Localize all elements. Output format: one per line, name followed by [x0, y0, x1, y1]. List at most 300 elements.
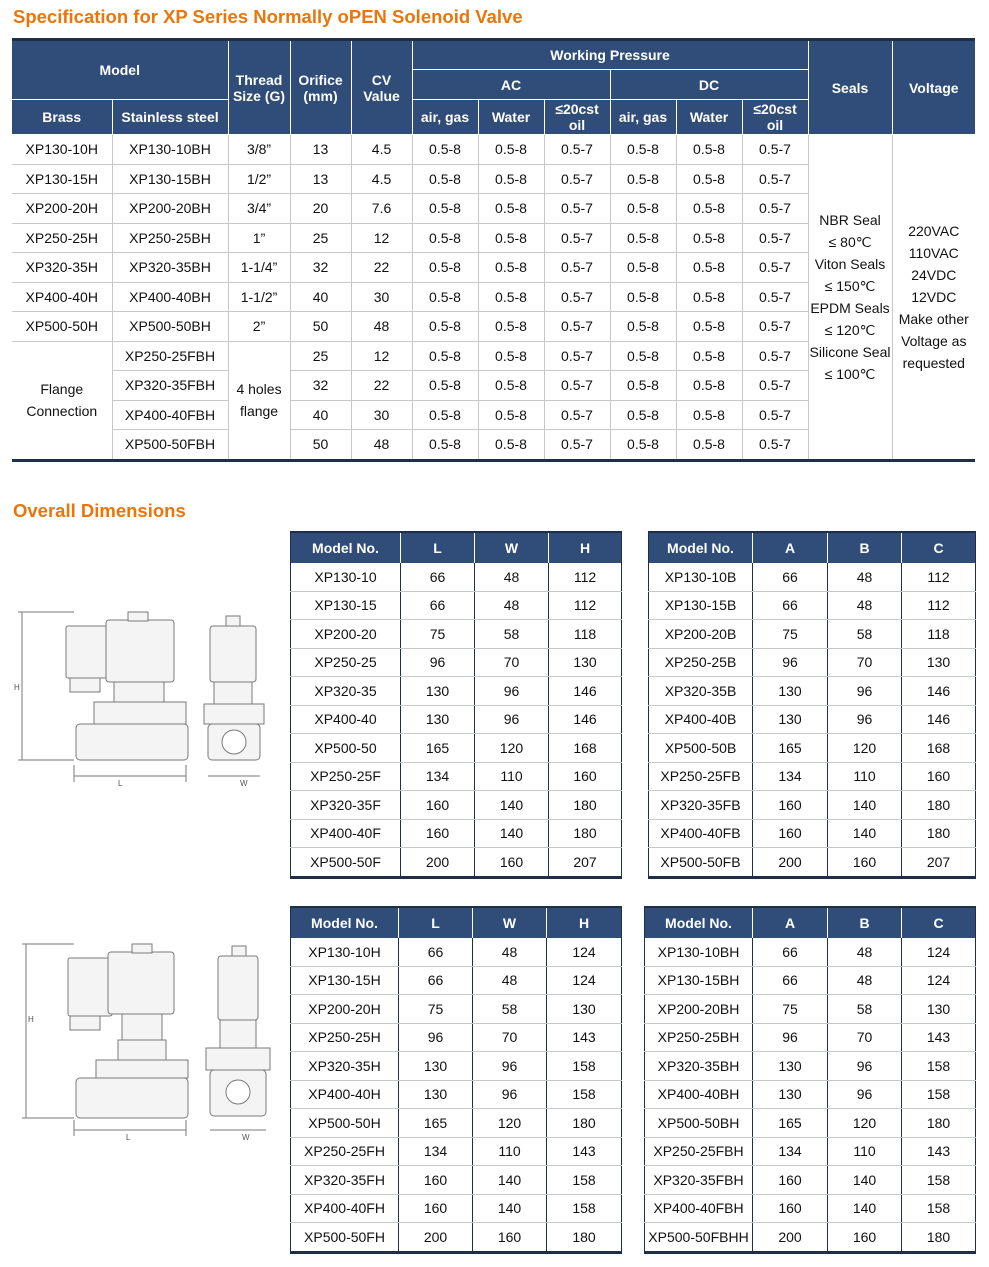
dim-row [291, 1137, 622, 1166]
dim-cell: 160 [473, 1223, 547, 1253]
dim-cell: 96 [753, 648, 828, 677]
dim-cell: XP250-25H [291, 1023, 399, 1052]
voltage-line: 110VAC [908, 244, 959, 261]
cell-cv: 12 [351, 341, 412, 371]
cell-ac-water: 0.5-8 [478, 135, 544, 165]
dim-cell: XP400-40FBH [645, 1194, 753, 1223]
cell-ac-water: 0.5-8 [478, 430, 544, 461]
label-w-2: W [242, 1133, 250, 1140]
cell-dc-oil: 0.5-7 [742, 400, 808, 430]
dim-cell: 158 [902, 1194, 976, 1223]
dim-cell: 160 [753, 1166, 828, 1195]
dim-cell: 48 [473, 938, 547, 966]
dim-cell: XP320-35FBH [645, 1166, 753, 1195]
cell-dc-air: 0.5-8 [610, 430, 676, 461]
cell-orifice: 40 [290, 400, 351, 430]
dim-row [291, 705, 622, 734]
cell-dc-air: 0.5-8 [610, 253, 676, 283]
dim-cell: 75 [399, 995, 473, 1024]
flange-thread-cell [228, 341, 290, 460]
cell-dc-oil: 0.5-7 [742, 312, 808, 342]
dim-cell: XP500-50FBHH [645, 1223, 753, 1253]
cell-dc-oil: 0.5-7 [742, 164, 808, 194]
cell-ac-air: 0.5-8 [412, 430, 478, 461]
flange-label: Flange [40, 381, 84, 397]
cell-dc-oil: 0.5-7 [742, 430, 808, 461]
dim-cell: XP500-50B [649, 734, 753, 763]
dim-cell: 118 [902, 620, 976, 649]
valve-side-coil-1 [210, 626, 256, 682]
cell-brass: XP130-10H [12, 135, 112, 165]
dim-row [649, 620, 976, 649]
dim-cell: 130 [549, 648, 622, 677]
cell-ac-water: 0.5-8 [478, 400, 544, 430]
dim-cell: 146 [549, 705, 622, 734]
cell-thread: 1/2” [228, 164, 290, 194]
spec-title: Specification for XP Series Normally oPEN Solenoid Valve [13, 6, 523, 27]
dim-cell: XP250-25FBH [645, 1137, 753, 1166]
dim-cell: XP130-10 [291, 563, 401, 591]
dim-row [645, 1223, 976, 1253]
dim-cell: XP250-25 [291, 648, 401, 677]
dim-cell: 96 [399, 1023, 473, 1052]
dim-row [291, 734, 622, 763]
dim-cell: XP130-15H [291, 966, 399, 995]
dim-cell: 158 [547, 1194, 622, 1223]
dim-cell: 124 [902, 966, 976, 995]
dim-cell: XP400-40B [649, 705, 753, 734]
dim-row [291, 1166, 622, 1195]
dim-cell: 130 [753, 1080, 828, 1109]
dim-cell: 70 [475, 648, 549, 677]
voltage-line: 220VAC [908, 222, 960, 239]
cell-cv: 30 [351, 400, 412, 430]
dim-cell: 140 [828, 1194, 902, 1223]
cell-ac-oil: 0.5-7 [544, 341, 610, 371]
header-dc: DC [610, 70, 808, 100]
dim-cell: XP250-25FB [649, 762, 753, 791]
dim-row [645, 938, 976, 966]
valve-body-2 [96, 1060, 188, 1078]
cell-ac-oil: 0.5-7 [544, 223, 610, 253]
cell-thread: 3/8” [228, 135, 290, 165]
cell-cv: 7.6 [351, 194, 412, 224]
dim-cell: 200 [753, 848, 828, 878]
seal-line: Silicone Seal [809, 343, 891, 360]
dim-cell: XP130-15B [649, 591, 753, 620]
dim-cell: 130 [401, 677, 475, 706]
seals-cell [808, 135, 892, 461]
dim-cell: 140 [475, 819, 549, 848]
flange-thread-label: flange [239, 403, 279, 419]
dim-header: W [473, 907, 547, 938]
cell-stainless: XP200-20BH [112, 194, 228, 224]
dimension-table-2 [648, 531, 976, 879]
cell-thread: 1-1/4” [228, 253, 290, 283]
dim-header: L [401, 532, 475, 563]
dim-row [649, 734, 976, 763]
dim-cell: 130 [399, 1080, 473, 1109]
dim-cell: 146 [549, 677, 622, 706]
dim-cell: 207 [573, 853, 597, 870]
dim-cell: 158 [547, 1166, 622, 1195]
label-w-1: W [240, 779, 248, 788]
dim-row [645, 1023, 976, 1052]
cell-ac-water: 0.5-8 [478, 253, 544, 283]
cell-dc-water: 0.5-8 [676, 430, 742, 461]
label-l-2: L [126, 1133, 131, 1140]
dim-cell: 118 [549, 620, 622, 649]
cell-stainless: XP400-40BH [112, 282, 228, 312]
seal-line: ≤ 120℃ [824, 321, 876, 338]
cell-ac-air: 0.5-8 [412, 282, 478, 312]
dim-cell: 158 [902, 1166, 976, 1195]
dim-cell: 58 [475, 620, 549, 649]
dim-header: H [549, 532, 622, 563]
dim-row [649, 705, 976, 734]
cell-ac-water: 0.5-8 [478, 223, 544, 253]
cell-dc-oil: 0.5-7 [742, 282, 808, 312]
valve-coil-2 [108, 952, 174, 1014]
dim-cell: 48 [473, 966, 547, 995]
header-dc-air: air, gas [610, 100, 676, 135]
dim-cell: 207 [926, 853, 951, 870]
dim-cell: 75 [401, 620, 475, 649]
cell-brass: XP500-50H [12, 312, 112, 342]
dim-cell: 160 [549, 762, 622, 791]
dim-cell: XP500-50BH [645, 1109, 753, 1138]
dim-cell: 96 [753, 1023, 828, 1052]
dim-cell: XP250-25B [649, 648, 753, 677]
cell-stainless: XP320-35FBH [112, 371, 228, 401]
dim-row [291, 848, 622, 878]
cell-stainless: XP250-25BH [112, 223, 228, 253]
dim-cell: 66 [753, 563, 828, 591]
cell-ac-air: 0.5-8 [412, 223, 478, 253]
dim-cell: 143 [902, 1137, 976, 1166]
cell-stainless: XP250-25FBH [112, 341, 228, 371]
dim-cell: XP400-40 [291, 705, 401, 734]
dim-row [291, 1109, 622, 1138]
cell-stainless: XP320-35BH [112, 253, 228, 283]
dim-cell: 160 [399, 1166, 473, 1195]
dim-cell: 143 [902, 1023, 976, 1052]
dim-cell: 96 [828, 677, 902, 706]
cell-dc-water: 0.5-8 [676, 223, 742, 253]
cell-stainless: XP500-50FBH [112, 430, 228, 461]
dim-cell: 168 [549, 734, 622, 763]
dim-cell: XP250-25FH [291, 1137, 399, 1166]
dim-cell: 130 [547, 995, 622, 1024]
dim-cell: 75 [753, 620, 828, 649]
dim-cell: 120 [475, 734, 549, 763]
dim-cell: XP320-35F [291, 791, 401, 820]
cell-ac-oil: 0.5-7 [544, 282, 610, 312]
voltage-line: Voltage as [901, 332, 967, 349]
dimension-table-4 [644, 906, 976, 1254]
cell-ac-air: 0.5-8 [412, 312, 478, 342]
dim-row [645, 1194, 976, 1223]
dim-header: B [828, 532, 902, 563]
dim-cell: 120 [473, 1109, 547, 1138]
dim-header: Model No. [291, 907, 399, 938]
dim-cell: 134 [399, 1137, 473, 1166]
dim-cell: 96 [828, 1052, 902, 1081]
dim-cell: XP250-25BH [645, 1023, 753, 1052]
dim-cell: 158 [902, 1052, 976, 1081]
cell-orifice: 25 [290, 341, 351, 371]
cell-cv: 22 [351, 371, 412, 401]
dim-row [645, 966, 976, 995]
dim-cell: 160 [401, 791, 475, 820]
dim-cell: 130 [753, 677, 828, 706]
dim-cell: 200 [753, 1223, 828, 1253]
cell-ac-oil: 0.5-7 [544, 135, 610, 165]
dim-cell: 48 [828, 966, 902, 995]
cell-ac-air: 0.5-8 [412, 400, 478, 430]
cell-dc-water: 0.5-8 [676, 312, 742, 342]
dim-row [645, 995, 976, 1024]
dim-row [291, 1080, 622, 1109]
dim-cell: 146 [902, 705, 976, 734]
dim-cell: XP320-35H [291, 1052, 399, 1081]
cell-dc-air: 0.5-8 [610, 282, 676, 312]
valve-side-coil-2 [218, 956, 258, 1020]
dim-row [645, 1052, 976, 1081]
cell-dc-oil: 0.5-7 [742, 341, 808, 371]
dim-cell: XP320-35FB [649, 791, 753, 820]
dim-cell: 180 [549, 819, 622, 848]
dim-cell: 165 [753, 734, 828, 763]
dim-cell: XP130-10H [291, 938, 399, 966]
dim-row [291, 620, 622, 649]
cell-dc-water: 0.5-8 [676, 194, 742, 224]
header-dc-water: Water [676, 100, 742, 135]
seal-line: Viton Seals [814, 255, 886, 272]
dim-cell: 112 [902, 563, 976, 591]
dim-row [291, 966, 622, 995]
cell-thread: 3/4” [228, 194, 290, 224]
dim-cell: XP320-35 [291, 677, 401, 706]
cell-ac-oil: 0.5-7 [544, 194, 610, 224]
dim-row [291, 677, 622, 706]
dim-cell: 180 [902, 791, 976, 820]
dim-header: B [828, 907, 902, 938]
dim-cell: 110 [475, 762, 549, 791]
dim-cell: 124 [902, 938, 976, 966]
cell-dc-water: 0.5-8 [676, 371, 742, 401]
dim-cell: 66 [401, 563, 475, 591]
cell-thread: 1” [228, 223, 290, 253]
dim-cell: 134 [401, 762, 475, 791]
dimension-table-1 [290, 531, 622, 879]
header-ac-air: air, gas [412, 100, 478, 135]
cell-dc-oil: 0.5-7 [742, 135, 808, 165]
dim-cell: 160 [399, 1194, 473, 1223]
cell-dc-air: 0.5-8 [610, 312, 676, 342]
dim-row [291, 563, 622, 591]
port-circle-2 [226, 1080, 250, 1104]
cell-dc-air: 0.5-8 [610, 371, 676, 401]
cell-dc-oil: 0.5-7 [742, 223, 808, 253]
dim-cell: 165 [401, 734, 475, 763]
dim-cell: 96 [473, 1080, 547, 1109]
cell-dc-water: 0.5-8 [676, 282, 742, 312]
dim-cell: 66 [753, 591, 828, 620]
cell-orifice: 13 [290, 164, 351, 194]
dim-cell: XP500-50F [291, 848, 401, 878]
cell-dc-water: 0.5-8 [676, 135, 742, 165]
dim-header: L [399, 907, 473, 938]
dim-cell: XP400-40FH [291, 1194, 399, 1223]
dim-cell: XP500-50FB [649, 848, 753, 878]
dim-row [291, 1194, 622, 1223]
dim-cell: 180 [902, 819, 976, 848]
dim-cell: 140 [473, 1194, 547, 1223]
dimension-table-3 [290, 906, 622, 1254]
voltage-line: requested [902, 354, 965, 371]
cell-orifice: 20 [290, 194, 351, 224]
dim-cell: XP320-35FH [291, 1166, 399, 1195]
cell-ac-air: 0.5-8 [412, 341, 478, 371]
dim-cell: 158 [902, 1080, 976, 1109]
dim-cell: 180 [902, 1109, 976, 1138]
flange-connection-cell [12, 341, 112, 460]
header-seals: Seals [808, 40, 892, 135]
cell-dc-air: 0.5-8 [610, 164, 676, 194]
cell-ac-water: 0.5-8 [478, 194, 544, 224]
dim-cell: 66 [399, 966, 473, 995]
cell-brass: XP200-20H [12, 194, 112, 224]
cell-dc-water: 0.5-8 [676, 341, 742, 371]
dim-row [291, 762, 622, 791]
flange-thread-label: 4 holes [236, 381, 282, 397]
cell-dc-oil: 0.5-7 [742, 371, 808, 401]
dim-cell: 48 [828, 591, 902, 620]
dim-cell: 96 [828, 705, 902, 734]
dim-cell: XP400-40BH [645, 1080, 753, 1109]
valve-coil-1 [106, 620, 174, 682]
dim-header: C [902, 532, 976, 563]
dim-cell: XP500-50H [291, 1109, 399, 1138]
dim-header: A [753, 532, 828, 563]
cell-thread: 1-1/2” [228, 282, 290, 312]
cell-dc-oil: 0.5-7 [742, 194, 808, 224]
header-stainless: Stainless steel [112, 100, 228, 135]
dim-cell: 48 [828, 563, 902, 591]
valve-connector-1 [66, 626, 110, 678]
dim-cell: 140 [828, 1166, 902, 1195]
cell-ac-air: 0.5-8 [412, 371, 478, 401]
dim-cell: XP500-50 [291, 734, 401, 763]
dim-row [649, 762, 976, 791]
cell-dc-water: 0.5-8 [676, 253, 742, 283]
cell-brass: XP400-40H [12, 282, 112, 312]
cell-orifice: 25 [290, 223, 351, 253]
cell-ac-air: 0.5-8 [412, 253, 478, 283]
cell-thread: 2” [228, 312, 290, 342]
voltage-line: 12VDC [911, 288, 957, 305]
header-orifice: Orifice (mm) [290, 40, 351, 135]
dim-row [291, 995, 622, 1024]
header-voltage: Voltage [892, 40, 975, 135]
header-ac-water: Water [478, 100, 544, 135]
dim-header: Model No. [649, 532, 753, 563]
dim-cell: XP130-15BH [645, 966, 753, 995]
dim-cell: 130 [753, 1052, 828, 1081]
header-ac: AC [412, 70, 610, 100]
dim-cell: 58 [473, 995, 547, 1024]
cell-orifice: 13 [290, 135, 351, 165]
cell-orifice: 50 [290, 430, 351, 461]
dim-cell: 160 [753, 819, 828, 848]
dim-cell: 160 [902, 762, 976, 791]
dim-cell: 180 [549, 791, 622, 820]
header-cv: CV Value [351, 40, 412, 135]
dim-row [645, 1137, 976, 1166]
cell-brass: XP250-25H [12, 223, 112, 253]
dim-cell: 120 [828, 1109, 902, 1138]
dim-cell: 70 [473, 1023, 547, 1052]
seal-line: NBR Seal [819, 211, 881, 228]
dim-header: Model No. [291, 532, 401, 563]
dim-cell: XP320-35BH [645, 1052, 753, 1081]
dim-row [291, 591, 622, 620]
cell-ac-air: 0.5-8 [412, 135, 478, 165]
label-l-1: L [118, 779, 123, 788]
cell-cv: 4.5 [351, 164, 412, 194]
dim-cell: XP400-40H [291, 1080, 399, 1109]
cell-dc-air: 0.5-8 [610, 341, 676, 371]
cell-cv: 48 [351, 430, 412, 461]
cell-ac-water: 0.5-8 [478, 341, 544, 371]
dim-row [649, 848, 976, 878]
dim-row [645, 1080, 976, 1109]
header-dc-oil: ≤20cst oil [742, 100, 808, 135]
cell-cv: 48 [351, 312, 412, 342]
dim-row [649, 791, 976, 820]
dim-cell: 130 [902, 648, 976, 677]
dim-cell: 146 [902, 677, 976, 706]
dim-cell: 180 [572, 1228, 596, 1245]
voltage-cell [892, 135, 975, 461]
dimensions-title: Overall Dimensions [13, 500, 186, 521]
dim-cell: XP400-40F [291, 819, 401, 848]
valve-drawing-1 [14, 600, 289, 790]
dim-cell: 110 [828, 762, 902, 791]
dim-cell: 58 [828, 995, 902, 1024]
dim-cell: 130 [753, 705, 828, 734]
dim-header: A [753, 907, 828, 938]
header-ac-oil: ≤20cst oil [544, 100, 610, 135]
dim-cell: 130 [401, 705, 475, 734]
valve-body-1 [94, 702, 186, 724]
dim-row [645, 1166, 976, 1195]
header-model: Model [12, 40, 228, 100]
dim-cell: 70 [828, 648, 902, 677]
dim-cell: 160 [475, 848, 549, 878]
dim-cell: 140 [473, 1166, 547, 1195]
dim-cell: 110 [473, 1137, 547, 1166]
dim-cell: 112 [549, 591, 622, 620]
cell-dc-air: 0.5-8 [610, 135, 676, 165]
dim-cell: XP130-10BH [645, 938, 753, 966]
cell-orifice: 50 [290, 312, 351, 342]
header-thread: Thread Size (G) [228, 40, 290, 135]
label-h-1: H [14, 683, 20, 692]
cell-orifice: 40 [290, 282, 351, 312]
dim-cell: 96 [401, 648, 475, 677]
